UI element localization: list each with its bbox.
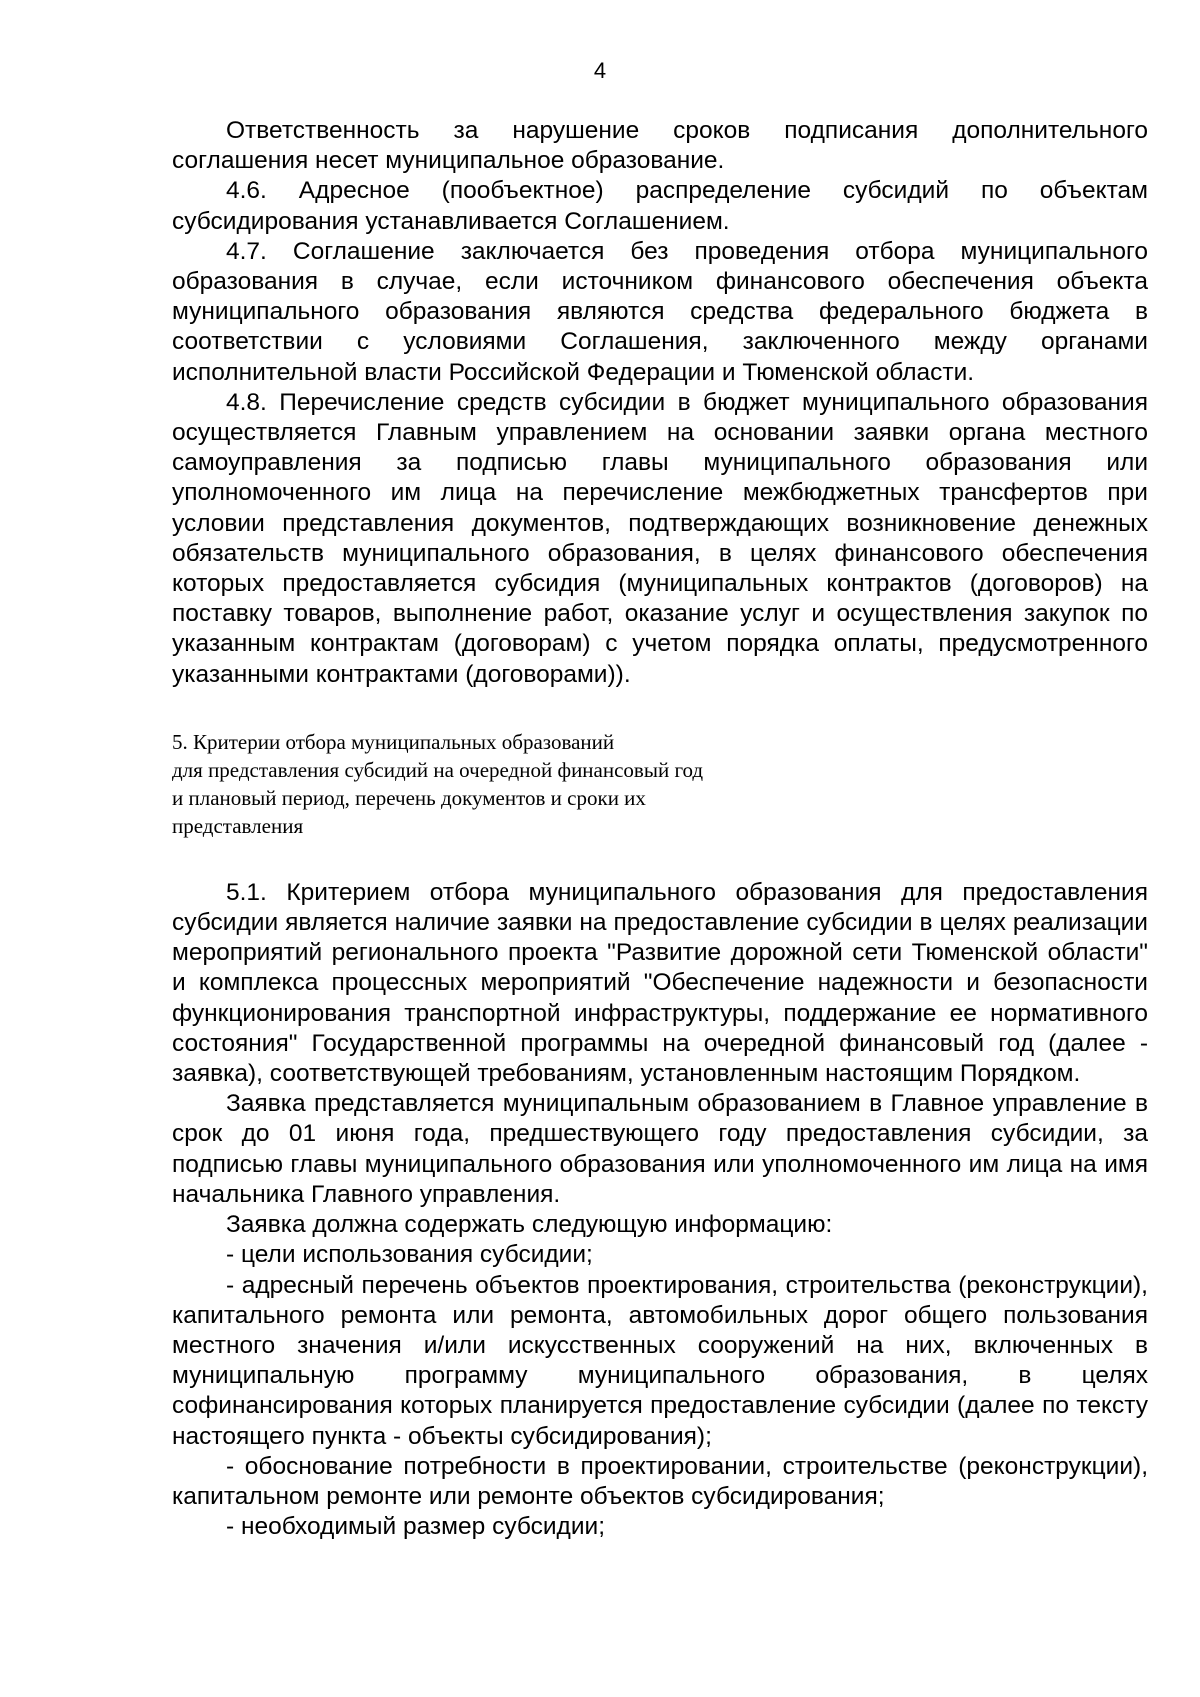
paragraph-4-8: 4.8. Перечисление средств субсидии в бюджет муниципального образования осуществляется Главным управлением на основании заявки органа местного самоуправления за подписью главы муниципального образования или уполномоченного им лица на перечисление межбюджетных трансфертов при условии представления документов, подтверждающих возникновение денежных обязательств муниципального образования, в целях финансового обеспечения которых предоставляется субсидия (муниципальных контрактов (договоров) на поставку товаров, выполнение работ, оказание услуг и осуществления закупок по указанным контрактам (договорам) с учетом порядка оплаты, предусмотренного указанными контрактами (договорами)). [172,388,1148,688]
document-body [172,116,1148,1542]
paragraph-responsibility: Ответственность за нарушение сроков подписания дополнительного соглашения несет муниципальное образование. [172,117,1148,175]
paragraph-application-deadline: Заявка представляется муниципальным образованием в Главное управление в срок до 01 июня года, предшествующего году предоставления субсидии, за подписью главы муниципального образования или уполномоченного им лица на имя начальника Главного управления. [172,1090,1148,1208]
paragraph-application-content: Заявка должна содержать следующую информацию: [226,1211,833,1239]
page-number: 4 [593,58,607,83]
section-5-heading [172,728,1148,840]
section-heading-line: представления [172,813,304,838]
section-heading-line: 5. Критерии отбора муниципальных образований [172,729,615,754]
paragraph-4-6: 4.6. Адресное (пообъектное) распределение субсидий по объектам субсидирования устанавливается Соглашением. [172,177,1148,235]
list-item-justification: - обоснование потребности в проектировании, строительстве (реконструкции), капитальном ремонте или ремонте объектов субсидирования; [172,1452,1148,1510]
list-item-goals: - цели использования субсидии; [226,1241,593,1269]
section-heading-line: и плановый период, перечень документов и сроки их [172,785,646,810]
paragraph-5-1: 5.1. Критерием отбора муниципального образования для предоставления субсидии является наличие заявки на предоставление субсидии в целях реализации мероприятий регионального проекта "Развитие дорожной сети Тюменской области" и комплекса процессных мероприятий "Обеспечение надежности и безопасности функционирования транспортной инфраструктуры, поддержание ее нормативного состояния" Государственной программы на очередной финансовый год (далее - заявка), соответствующей требованиям, установленным настоящим Порядком. [172,878,1148,1088]
list-item-address-list: - адресный перечень объектов проектирования, строительства (реконструкции), капитального ремонта или ремонта, автомобильных дорог общего пользования местного значения и/или искусственных сооружений на них, включенных в муниципальную программу муниципального образования, в целях софинансирования которых планируется предоставление субсидии (далее по тексту настоящего пункта - объекты субсидирования); [172,1271,1148,1450]
section-heading-line: для представления субсидий на очередной финансовый год [172,757,704,782]
paragraph-4-7: 4.7. Соглашение заключается без проведения отбора муниципального образования в случае, если источником финансового обеспечения объекта муниципального образования являются средства федерального бюджета в соответствии с условиями Соглашения, заключенного между органами исполнительной власти Российской Федерации и Тюменской области. [172,237,1148,386]
list-item-subsidy-size: - необходимый размер субсидии; [226,1513,606,1541]
